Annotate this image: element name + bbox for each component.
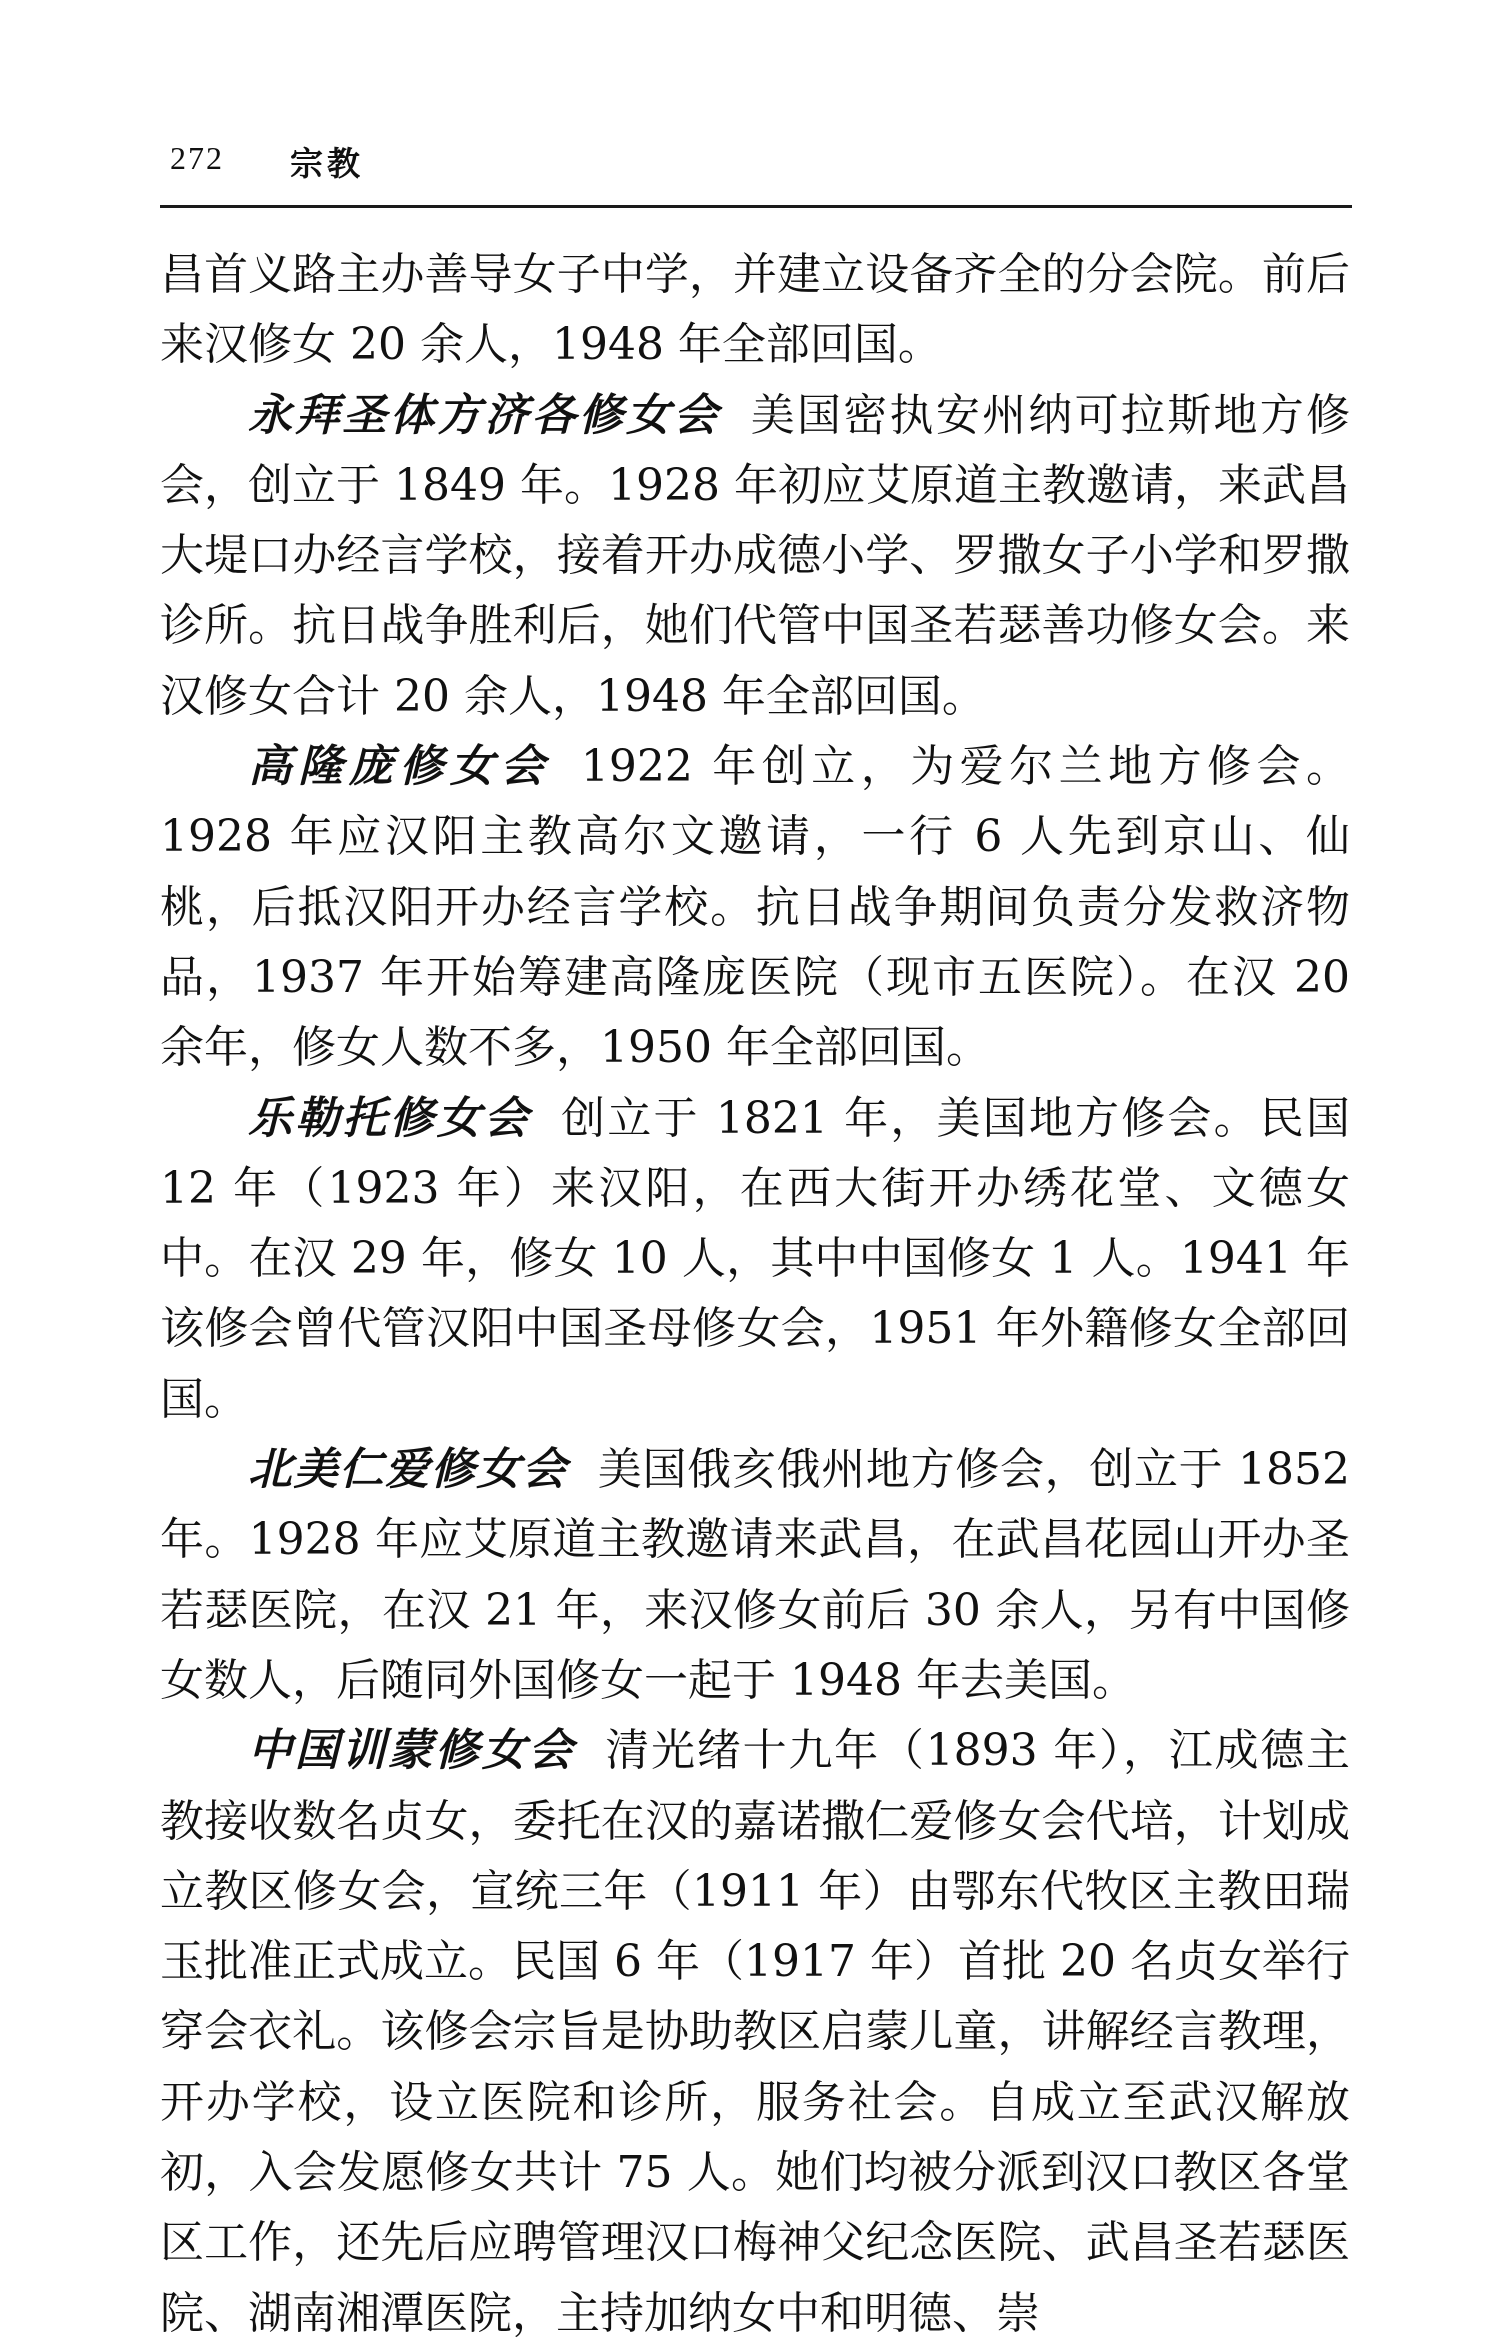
paragraph-order-1 [160, 381, 1350, 732]
header-rule [160, 205, 1352, 208]
order-name: 乐勒托修女会 [248, 1092, 532, 1144]
paragraph-text: 1922 年创立，为爱尔兰地方修会。1928 年应汉阳主教高尔文邀请，一行 6 人先到京山、仙桃，后抵汉阳开办经言学校。抗日战争期间负责分发救济物品，1937 年开始筹建高隆庞医院（现市五医院）。在汉 20 余年，修女人数不多，1950 年全部回国。 [160, 741, 1351, 1074]
paragraph-order-2 [160, 732, 1350, 1083]
page-number: 272 [170, 140, 224, 176]
paragraph-order-4 [160, 1435, 1350, 1716]
paragraph-continuation [160, 240, 1350, 381]
order-name: 高隆庞修女会 [248, 741, 551, 793]
paragraph-order-3 [160, 1084, 1350, 1435]
body-text [160, 240, 1350, 2349]
order-name: 北美仁爱修女会 [248, 1444, 568, 1496]
paragraph-text: 美国俄亥俄州地方修会，创立于 1852 年。1928 年应艾原道主教邀请来武昌，在武昌花园山开办圣若瑟医院，在汉 21 年，来汉修女前后 30 余人，另有中国修女数人，后随同外国修女一起于 1948 年去美国。 [160, 1444, 1351, 1706]
paragraph-text: 清光绪十九年（1893 年），江成德主教接收数名贞女，委托在汉的嘉诺撒仁爱修女会代培，计划成立教区修女会，宣统三年（1911 年）由鄂东代牧区主教田瑞玉批准正式成立。民国 6 年（1917 年）首批 20 名贞女举行穿会衣礼。该修会宗旨是协助教区启蒙儿童，讲解经言教理，开办学校，设立医院和诊所，服务社会。自成立至武汉解放初，入会发愿修女共计 75 人。她们均被分派到汉口教区各堂区工作，还先后应聘管理汉口梅神父纪念医院、武昌圣若瑟医院、湖南湘潭医院，主持加纳女中和明德、崇 [160, 1725, 1350, 2339]
paragraph-text: 创立于 1821 年，美国地方修会。民国 12 年（1923 年）来汉阳，在西大街开办绣花堂、文德女中。在汉 29 年，修女 10 人，其中中国修女 1 人。1941 年该修会曾代管汉阳中国圣母修女会，1951 年外籍修女全部回国。 [160, 1092, 1350, 1425]
section-title: 宗教 [290, 144, 364, 183]
order-name: 中国训蒙修女会 [248, 1725, 576, 1777]
paragraph-text: 昌首义路主办善导女子中学，并建立设备齐全的分会院。前后来汉修女 20 余人，1948 年全部回国。 [160, 249, 1350, 371]
page-header [170, 140, 1350, 200]
order-name: 永拜圣体方济各修女会 [248, 389, 721, 441]
paragraph-order-5 [160, 1716, 1350, 2349]
paragraph-text: 美国密执安州纳可拉斯地方修会，创立于 1849 年。1928 年初应艾原道主教邀请，来武昌大堤口办经言学校，接着开办成德小学、罗撒女子小学和罗撒诊所。抗日战争胜利后，她们代管中国圣若瑟善功修女会。来汉修女合计 20 余人，1948 年全部回国。 [160, 389, 1351, 722]
